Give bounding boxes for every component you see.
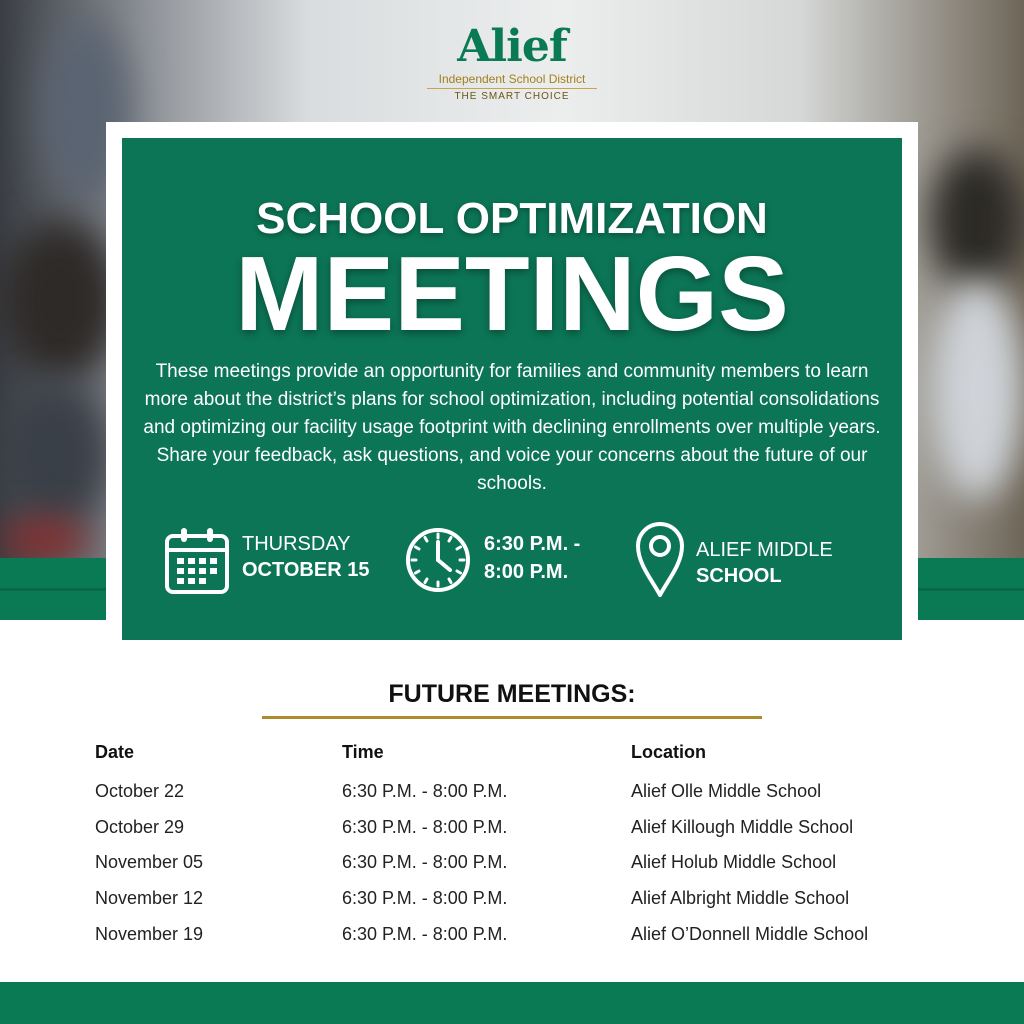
row-date: November 05 (95, 852, 204, 872)
event-time (404, 522, 614, 602)
column-header-location: Location (631, 742, 706, 762)
row-location: Alief Albright Middle School (631, 888, 850, 908)
bottom-green-bar (0, 982, 1024, 1024)
event-day: THURSDAY (242, 533, 351, 555)
logo-divider (427, 88, 597, 89)
event-location-line1: ALIEF MIDDLE (696, 539, 833, 561)
headline-line1: SCHOOL OPTIMIZATION (256, 194, 768, 243)
row-date: October 22 (95, 781, 185, 801)
event-location-line2: SCHOOL (696, 565, 782, 587)
future-meetings-divider (262, 716, 762, 719)
row-location: Alief Killough Middle School (631, 817, 854, 837)
event-time-end: 8:00 P.M. (484, 561, 569, 583)
headline-line2: MEETINGS (235, 235, 789, 353)
logo-tagline: THE SMART CHOICE (454, 91, 570, 102)
row-time: 6:30 P.M. - 8:00 P.M. (342, 888, 508, 908)
meeting-description: These meetings provide an opportunity for families and community members to learn more about the district’s plans for school optimization, including potential consolidations and optimizing our facility usage footprint with declining enrollments over multiple years. Share your feedback, ask questions, and voice your concerns about the future of our schools. (143, 361, 881, 494)
calendar-icon (164, 526, 230, 596)
column-header-date: Date (95, 742, 135, 762)
column-header-time: Time (342, 742, 384, 762)
event-date-text: OCTOBER 15 (242, 559, 370, 581)
event-time-start: 6:30 P.M. - (484, 533, 581, 555)
event-location (634, 522, 874, 602)
row-date: November 19 (95, 924, 204, 944)
row-time: 6:30 P.M. - 8:00 P.M. (342, 924, 508, 944)
row-time: 6:30 P.M. - 8:00 P.M. (342, 817, 508, 837)
row-date: October 29 (95, 817, 185, 837)
logo-wordmark: Alief (457, 21, 567, 72)
meeting-card (106, 122, 918, 654)
row-location: Alief O’Donnell Middle School (631, 924, 869, 944)
row-time: 6:30 P.M. - 8:00 P.M. (342, 852, 508, 872)
clock-icon (404, 526, 472, 594)
meeting-card-panel (122, 138, 902, 640)
location-pin-icon (634, 520, 686, 598)
future-meetings-title: FUTURE MEETINGS: (388, 680, 636, 708)
district-logo (420, 22, 604, 108)
row-time: 6:30 P.M. - 8:00 P.M. (342, 781, 508, 801)
event-date (164, 522, 394, 602)
row-date: November 12 (95, 888, 204, 908)
row-location: Alief Holub Middle School (631, 852, 837, 872)
row-location: Alief Olle Middle School (631, 781, 822, 801)
logo-subtitle: Independent School District (438, 72, 586, 86)
